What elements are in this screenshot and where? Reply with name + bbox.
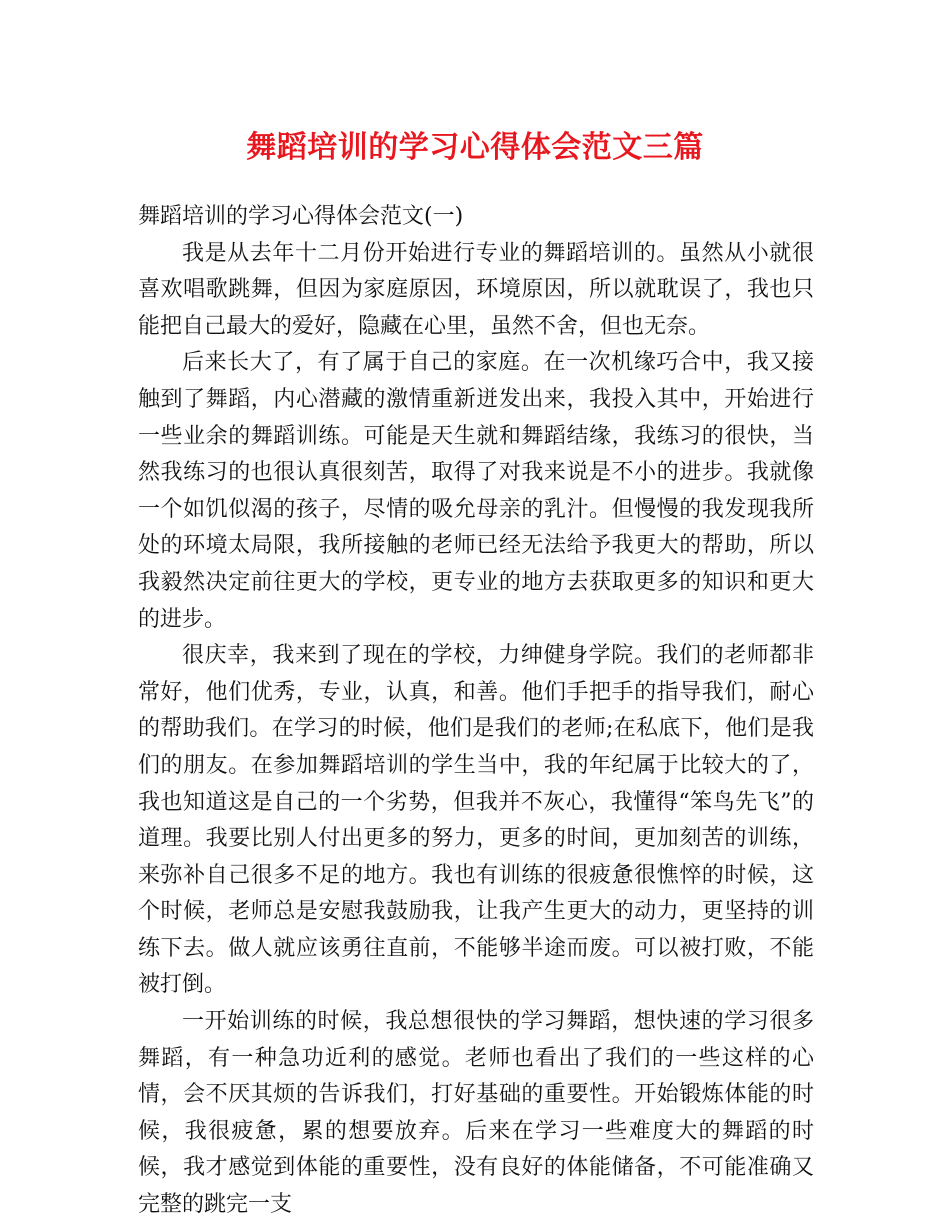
paragraph: 后来长大了，有了属于自己的家庭。在一次机缘巧合中，我又接触到了舞蹈，内心潜藏的激情重新迸发出来，我投入其中，开始进行一些业余的舞蹈训练。可能是天生就和舞蹈结缘，我练习的很快，当然我练习的也很认真很刻苦，取得了对我来说是不小的进步。我就像一个如饥似渴的孩子，尽情的吸允母亲的乳汁。但慢慢的我发现我所处的环境太局限，我所接触的老师已经无法给予我更大的帮助，所以我毅然决定前往更大的学校，更专业的地方去获取更多的知识和更大的进步。 xyxy=(138,350,814,632)
document-body xyxy=(138,199,814,1224)
paragraph: 一开始训练的时候，我总想很快的学习舞蹈，想快速的学习很多舞蹈，有一种急功近利的感觉。老师也看出了我们的一些这样的心情，会不厌其烦的告诉我们，打好基础的重要性。开始锻炼体能的时候，我很疲惫，累的想要放弃。后来在学习一些难度大的舞蹈的时候，我才感觉到体能的重要性，没有良好的体能储备，不可能准确又完整的跳完一支 xyxy=(138,1009,814,1218)
section-subtitle: 舞蹈培训的学习心得体会范文(一) xyxy=(138,204,464,229)
document-title: 舞蹈培训的学习心得体会范文三篇 xyxy=(246,130,704,165)
paragraph: 很庆幸，我来到了现在的学校，力绅健身学院。我们的老师都非常好，他们优秀，专业，认真，和善。他们手把手的指导我们，耐心的帮助我们。在学习的时候，他们是我们的老师;在私底下，他们是我们的朋友。在参加舞蹈培训的学生当中，我的年纪属于比较大的了，我也知道这是自己的一个劣势，但我并不灰心，我懂得“笨鸟先飞”的道理。我要比别人付出更多的努力，更多的时间，更加刻苦的训练，来弥补自己很多不足的地方。我也有训练的很疲惫很憔悴的时候，这个时候，老师总是安慰我鼓励我，让我产生更大的动力，更坚持的训练下去。做人就应该勇往直前，不能够半途而废。可以被打败，不能被打倒。 xyxy=(138,643,814,998)
paragraph: 我是从去年十二月份开始进行专业的舞蹈培训的。虽然从小就很喜欢唱歌跳舞，但因为家庭原因，环境原因，所以就耽误了，我也只能把自己最大的爱好，隐藏在心里，虽然不舍，但也无奈。 xyxy=(138,240,814,339)
